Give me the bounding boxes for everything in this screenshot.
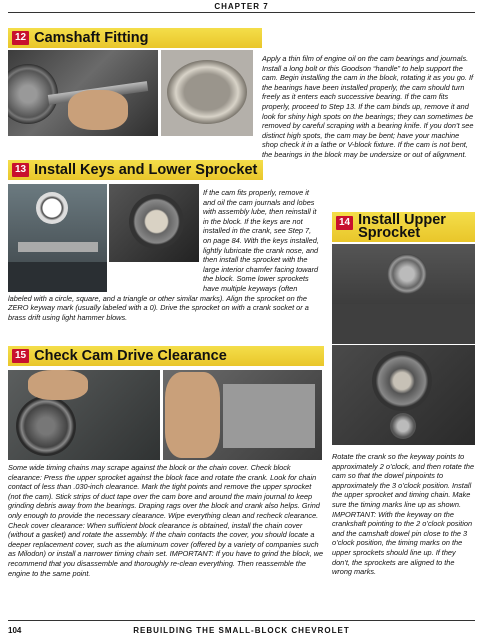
section-15-title: Check Cam Drive Clearance xyxy=(34,348,227,364)
section-14-number: 14 xyxy=(336,216,353,230)
book-title: REBUILDING THE SMALL-BLOCK CHEVROLET xyxy=(133,626,350,635)
section-15-text-block xyxy=(8,463,324,578)
page-number: 104 xyxy=(8,626,22,635)
section-14-title-line2: Sprocket xyxy=(358,225,421,241)
section-13-text-wrap xyxy=(8,188,320,322)
cam-bearing-photo xyxy=(161,50,253,136)
section-13-text: If the cam fits properly, remove it and oil the cam journals and lobes with assembly lube, then reinstall it in the block. If the keys are not installed in the crank, see Step 7, on page 84. With the keys installed, lightly lubricate the crank nose, and then install the sprocket with the large interior chamfer facing toward the block. Some lower sprockets have multiple keyways (often labeled with a circle, square, and a triangle or other similar marks). Align the sprocket on the ZERO keyway mark (usually labeled with a 0). Drive the sprocket on with a crank socket or a brass drift using light hammer blows. xyxy=(8,188,319,322)
section-15-banner xyxy=(8,346,324,366)
section-12-text-a xyxy=(262,54,475,160)
header-rule xyxy=(8,12,475,13)
section-12-title: Camshaft Fitting xyxy=(34,30,149,46)
section-14-text-block xyxy=(332,452,475,577)
section-15-text: Some wide timing chains may scrape against the block or the chain cover. Check block clearance: Press the upper sprocket against the block face and rotate the crank. Look for chain contact of less than .030-inch clearance. Mark the tight points and remove the upper sprocket (not the cam). Stick strips of duct tape over the cam bore and around the main journal to keep grinding debris away from the bearings. Draping rags over the block and crank also helps. Grind only enough to provide the necessary clearance. Wipe everything clean and recheck clearance. Check cover clearance: When sufficient block clearance is obtained, install the chain cover (without a gasket) and rotate the assembly. If the chain contacts the cover, you should locate a deeper replacement cover, such as the aluminum cover (offered by a variety of companies such as Milodon) or install a narrower timing chain set. IMPORTANT: If you have to grind the block, we recommend that you disassemble and thoroughly re-clean everything. Then reassemble the engine to the same point. xyxy=(8,463,324,578)
section-12-banner xyxy=(8,28,262,48)
cover-clearance-photo xyxy=(163,370,322,460)
section-14-banner xyxy=(332,212,475,242)
section-14-text: Rotate the crank so the keyway points to approximately 2 o’clock, and then rotate the cam so that the dowel pinpoints to approximately the 3 o’clock position. Install the upper sprocket and timing chain. Make sure the timing marks line up as shown. IMPORTANT: With the keyway on the crankshaft pointing to the 2 o’clock position and the camshaft dowel pin close to the 3 o’clock position, the timing marks on the upper sprockets should line up. If they don’t, the sprockets are aligned to the wrong marks. xyxy=(332,452,475,577)
section-13-title: Install Keys and Lower Sprocket xyxy=(34,162,258,178)
section-13-banner xyxy=(8,160,263,180)
upper-sprocket-install-photo xyxy=(332,244,475,344)
section-14-title-line1: Install Upper xyxy=(358,212,446,228)
block-clearance-photo xyxy=(8,370,160,460)
section-14-title-group xyxy=(358,214,446,240)
section-13-number: 13 xyxy=(12,163,29,177)
timing-marks-photo xyxy=(332,345,475,445)
section-12-number: 12 xyxy=(12,31,29,45)
camshaft-install-photo xyxy=(8,50,158,136)
chapter-header: CHAPTER 7 xyxy=(214,2,269,11)
section-12-text: Apply a thin film of engine oil on the cam bearings and journals. Install a long bolt or this Goodson “handle” to help support the cam. Begin installing the cam in the block, rotating it as you go. If the bearings have been installed properly, the cam should turn freely as it enters each successive bearing. If the cam fits properly, proceed to Step 13. If the cam binds up, remove it and look for shiny high spots on the bearings; they can sometimes be removed by careful scraping with a bearing knife. If you don’t see distinct high spots, the cam may be bent; have your machine shop check it in a lathe or V-block fixture. If the cam is not bent, the bearings in the block may be undersize or out of alignment. xyxy=(262,54,474,159)
section-15-number: 15 xyxy=(12,349,29,363)
section-13-float-spacer xyxy=(8,188,203,284)
footer-rule xyxy=(8,620,475,621)
